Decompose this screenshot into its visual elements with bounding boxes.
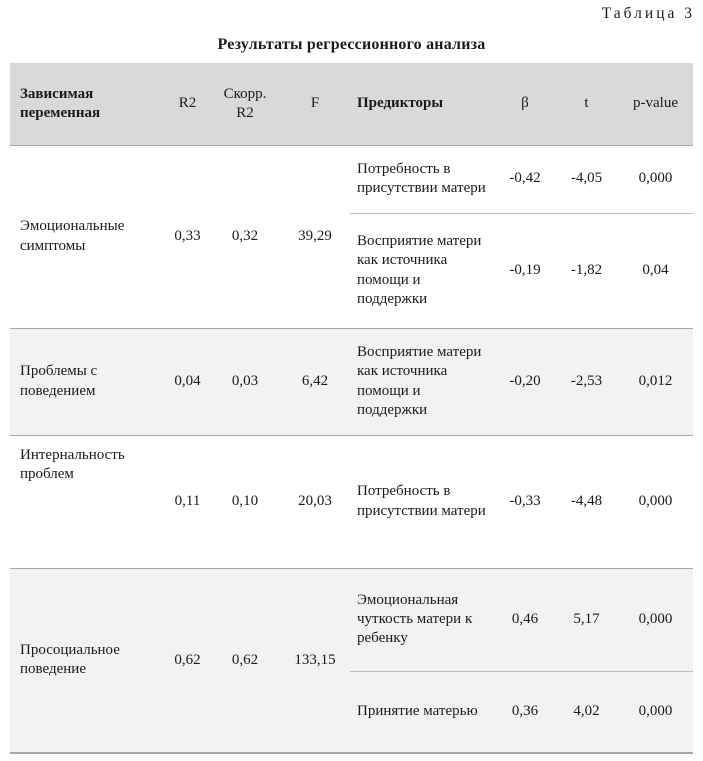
column-header-predictors: Предикторы (350, 63, 495, 145)
beta-cell: -0,20 (495, 328, 555, 435)
beta-cell: 0,46 (495, 568, 555, 671)
p-value-cell: 0,000 (618, 568, 693, 671)
column-header-adjusted-r2: Скорр. R2 (210, 63, 280, 145)
f-cell: 20,03 (280, 435, 350, 568)
beta-cell: -0,33 (495, 435, 555, 568)
t-cell: -1,82 (555, 213, 618, 328)
r2-cell: 0,62 (165, 568, 210, 753)
column-header-p-value: p-value (618, 63, 693, 145)
column-header-r2: R2 (165, 63, 210, 145)
p-value-cell: 0,000 (618, 671, 693, 753)
column-header-f: F (280, 63, 350, 145)
predictor-name-cell: Эмоциональная чуткость матери к ребенку (350, 568, 495, 671)
adj-r2-cell: 0,32 (210, 145, 280, 328)
r2-cell: 0,11 (165, 435, 210, 568)
predictor-name-cell: Потребность в присутствии матери (350, 435, 495, 568)
dependent-variable-cell: Эмоциональные симптомы (10, 145, 165, 328)
t-cell: 4,02 (555, 671, 618, 753)
adj-r2-cell: 0,62 (210, 568, 280, 753)
table-body (10, 145, 693, 753)
p-value-cell: 0,04 (618, 213, 693, 328)
p-value-cell: 0,012 (618, 328, 693, 435)
adj-r2-cell: 0,03 (210, 328, 280, 435)
p-value-cell: 0,000 (618, 145, 693, 213)
t-cell: -2,53 (555, 328, 618, 435)
dependent-variable-cell: Проблемы с поведением (10, 328, 165, 435)
table-row (10, 328, 693, 435)
column-header-beta: β (495, 63, 555, 145)
dependent-variable-cell: Просоциальное поведение (10, 568, 165, 753)
r2-cell: 0,33 (165, 145, 210, 328)
t-cell: -4,48 (555, 435, 618, 568)
beta-cell: -0,19 (495, 213, 555, 328)
predictor-name-cell: Принятие матерью (350, 671, 495, 753)
f-cell: 39,29 (280, 145, 350, 328)
beta-cell: -0,42 (495, 145, 555, 213)
t-cell: -4,05 (555, 145, 618, 213)
table-row (10, 568, 693, 671)
table-row (10, 145, 693, 213)
table-header (10, 63, 693, 145)
f-cell: 6,42 (280, 328, 350, 435)
r2-cell: 0,04 (165, 328, 210, 435)
adj-r2-cell: 0,10 (210, 435, 280, 568)
predictor-name-cell: Восприятие матери как источника помощи и поддержки (350, 213, 495, 328)
predictor-name-cell: Восприятие матери как источника помощи и поддержки (350, 328, 495, 435)
column-header-t: t (555, 63, 618, 145)
regression-results-table (10, 63, 693, 754)
beta-cell: 0,36 (495, 671, 555, 753)
column-header-dependent-variable: Зависимая переменная (10, 63, 165, 145)
t-cell: 5,17 (555, 568, 618, 671)
page-title: Результаты регрессионного анализа (217, 36, 486, 53)
dependent-variable-cell: Интернальность проблем (10, 435, 165, 568)
header-row (10, 63, 693, 145)
table-row (10, 435, 693, 568)
table-number-label: Таблица 3 (601, 5, 695, 22)
f-cell: 133,15 (280, 568, 350, 753)
p-value-cell: 0,000 (618, 435, 693, 568)
predictor-name-cell: Потребность в присутствии матери (350, 145, 495, 213)
